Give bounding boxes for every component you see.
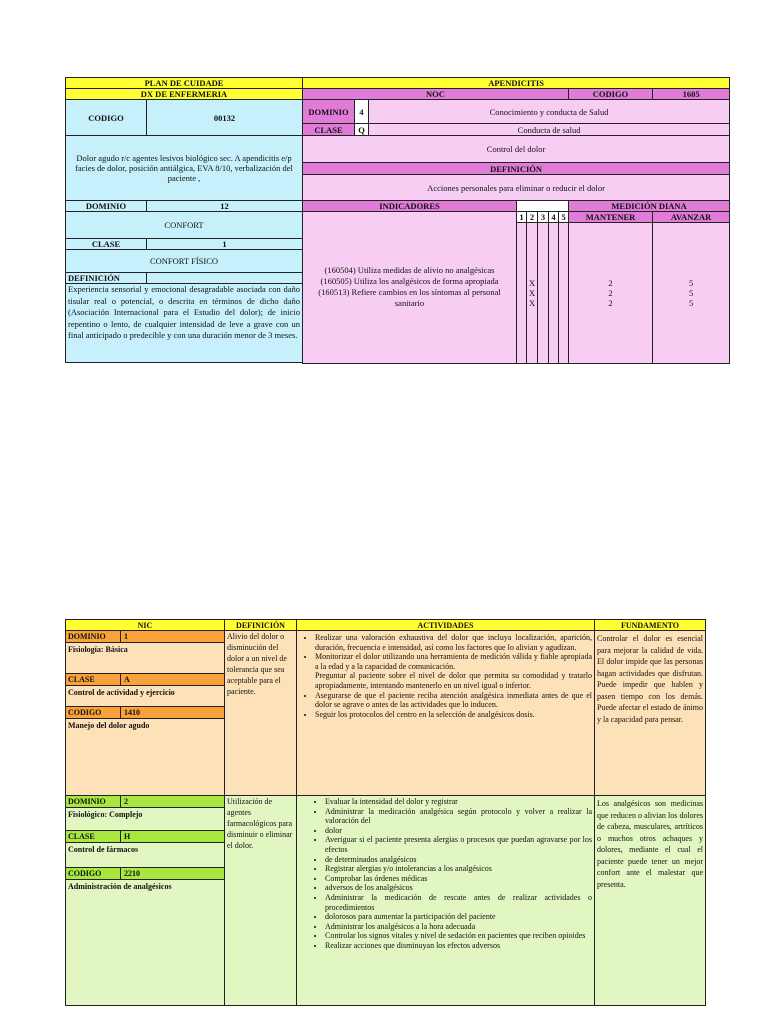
dx-clase-value: 1 bbox=[147, 239, 303, 250]
definicion-header: DEFINICIÓN bbox=[225, 620, 297, 631]
noc-definicion-text: Acciones personales para eliminar o reducir el dolor bbox=[303, 175, 730, 201]
nic-1-definicion: Alivio del dolor o disminución del dolor a un nivel de tolerancia que sea aceptable para el paciente. bbox=[225, 631, 297, 796]
scale-col-3 bbox=[538, 223, 549, 364]
scale-5: 5 bbox=[559, 212, 569, 223]
activity-item: • Registrar alergias y/o intolerancias a los analgésicos bbox=[325, 864, 592, 874]
activity-item: • Realizar acciones que disminuyan los efectos adversos bbox=[325, 941, 592, 951]
nic-2-codigo-name: Administración de analgésicos bbox=[68, 882, 172, 891]
nic-2-activities bbox=[297, 796, 595, 1006]
activity-item: • Asegurarse de que el paciente reciba atención analgésica inmediata antes de que el dolor se agrave o antes de las actividades que lo inducen. bbox=[315, 691, 592, 710]
scale-col-4 bbox=[549, 223, 559, 364]
nic-header: NIC bbox=[66, 620, 225, 631]
scale-col-5 bbox=[559, 223, 569, 364]
mantener-value: 2 bbox=[608, 277, 613, 288]
scale-4: 4 bbox=[549, 212, 559, 223]
noc-dominio-name: Conocimiento y conducta de Salud bbox=[369, 100, 730, 124]
activity-item: • Seguir los protocolos del centro en la selección de analgésicos dosis. bbox=[315, 710, 592, 720]
noc-codigo-label: CODIGO bbox=[569, 89, 653, 100]
nic-1-dominio-name: Fisiología: Básica bbox=[68, 645, 128, 654]
nic-2-dominio: DOMINIO 2 bbox=[66, 796, 224, 808]
noc-clase-name: Conducta de salud bbox=[369, 124, 730, 136]
noc-clase-label: CLASE bbox=[303, 124, 355, 136]
nic-1-info bbox=[66, 631, 225, 796]
activity-item: • Administrar la medicación analgésica según protocolo y volver a realizar la valoración del bbox=[325, 807, 592, 826]
activity-item: • de determinados analgésicos bbox=[325, 855, 592, 865]
activity-item: • Realizar una valoración exhaustiva del dolor que incluya localización, aparición, duración, frecuencia e intensidad, así como los factores que lo alivian y agudizan. bbox=[315, 633, 592, 652]
nic-1-codigo-name: Manejo del dolor agudo bbox=[68, 721, 150, 730]
avanzar-value: 5 bbox=[688, 297, 694, 308]
scale-2: 2 bbox=[527, 212, 538, 223]
nic-2-info bbox=[66, 796, 225, 1006]
scale-col-2 bbox=[527, 223, 538, 364]
nic-table bbox=[65, 619, 706, 1006]
scale-3: 3 bbox=[538, 212, 549, 223]
dx-definicion-label-pad bbox=[147, 273, 303, 284]
dx-dominio-name: CONFORT bbox=[66, 212, 303, 239]
dx-dominio-value: 12 bbox=[147, 201, 303, 212]
noc-result-name: Control del dolor bbox=[303, 136, 730, 163]
nic-2-clase-name: Control de fármacos bbox=[68, 845, 139, 854]
nic-2-clase: CLASE H bbox=[66, 830, 224, 843]
nic-1-dominio: DOMINIO 1 bbox=[66, 631, 224, 643]
noc-dominio-label: DOMINIO bbox=[303, 100, 355, 124]
nic-2-definicion: Utilización de agentes farmacológicos para disminuir o eliminar el dolor. bbox=[225, 796, 297, 1006]
diagnosis-text: Dolor agudo r/c agentes lesivos biológico sec. A apendicitis e/p facies de dolor, posición antiálgica, EVA 8/10, verbalización del paciente , bbox=[66, 136, 303, 201]
activity-item: • dolorosos para aumentar la participación del paciente bbox=[325, 912, 592, 922]
care-plan-table bbox=[65, 77, 730, 364]
activity-item: • Monitorizar el dolor utilizando una herramienta de medición válida y fiable apropiada a la edad y a la capacidad de comunicación. bbox=[315, 652, 592, 671]
nic-1-activities bbox=[297, 631, 595, 796]
activity-item: • Comprobar las órdenes médicas bbox=[325, 874, 592, 884]
scale-header-blank bbox=[517, 201, 569, 212]
avanzar-value: 5 bbox=[688, 277, 694, 288]
activity-item: Preguntar al paciente sobre el nivel de dolor que permita su comodidad y tratarlo apropiadamente, intentando mantenerlo en un nivel igual o inferior. bbox=[315, 671, 592, 690]
dx-definicion-label: DEFINICIÓN bbox=[66, 273, 147, 284]
avanzar-value: 5 bbox=[688, 287, 694, 298]
indicator-mark: X bbox=[529, 277, 536, 288]
activity-item: • Administrar los analgésicos a la hora adecuada bbox=[325, 922, 592, 932]
mantener-value: 2 bbox=[608, 297, 613, 308]
mantener-value: 2 bbox=[608, 287, 613, 298]
noc-codigo-value: 1605 bbox=[653, 89, 730, 100]
activity-item: • dolor bbox=[325, 826, 592, 836]
indicator-text: (160505) Utiliza los analgésicos de forma apropiada bbox=[320, 276, 499, 287]
dx-codigo-label: CODIGO bbox=[66, 100, 147, 136]
nic-1-codigo: CODIGO 1410 bbox=[66, 706, 224, 719]
indicator-text: (160513) Refiere cambios en los síntomas al personal sanitario bbox=[318, 287, 501, 309]
nic-1-clase-name: Control de actividad y ejercicio bbox=[68, 688, 175, 697]
avanzar-values bbox=[653, 223, 730, 364]
dx-dominio-label: DOMINIO bbox=[66, 201, 147, 212]
nic-2-dominio-name: Fisiológico: Complejo bbox=[68, 810, 143, 819]
dx-clase-name: CONFORT FÍSICO bbox=[66, 250, 303, 273]
activity-item: • Evaluar la intensidad del dolor y registrar bbox=[325, 797, 592, 807]
indicator-text: (160504) Utiliza medidas de alivio no analgésicas bbox=[324, 265, 495, 276]
activity-item: • adversos de los analgésicos bbox=[325, 883, 592, 893]
dx-definicion-text: Experiencia sensorial y emocional desagradable asociada con daño tisular real o potencial, o descrita en términos de dicho daño (Asociación Internacional para el Estudio del dolor); de inicio repentino o lento, de cualquier intensidad de leve a grave con un final anticipado o predecible y con una duración menor de 3 meses. bbox=[66, 284, 303, 363]
dx-clase-label: CLASE bbox=[66, 239, 147, 250]
spacer bbox=[66, 363, 303, 364]
mantener-values bbox=[569, 223, 653, 364]
indicator-mark: X bbox=[529, 297, 536, 308]
indicators-cell bbox=[303, 212, 517, 364]
case-title: APENDICITIS bbox=[303, 78, 730, 89]
medicion-label: MEDICIÓN DIANA bbox=[569, 201, 730, 212]
mantener-label: MANTENER bbox=[569, 212, 653, 223]
scale-col-1 bbox=[517, 223, 527, 364]
noc-label: NOC bbox=[303, 89, 569, 100]
actividades-header: ACTIVIDADES bbox=[297, 620, 595, 631]
nic-1-clase: CLASE A bbox=[66, 673, 224, 686]
activity-item: • Administrar la medicación de rescate antes de realizar actividades o procedimientos bbox=[325, 893, 592, 912]
nic-2-fundamento: Los analgésicos son medicinas que reducen o alivian los dolores de cabeza, musculares, artríticos o muchos otros achaques y dolores, mediante el cual el paciente puede tener un mejor confort ante el malestar que presenta. bbox=[595, 796, 706, 1006]
dx-codigo-value: 00132 bbox=[147, 100, 303, 136]
noc-dominio-value: 4 bbox=[355, 100, 369, 124]
activity-item: • Averiguar si el paciente presenta alergias o procesos que puedan agravarse por los efectos bbox=[325, 835, 592, 854]
indicator-mark: X bbox=[529, 287, 536, 298]
avanzar-label: AVANZAR bbox=[653, 212, 730, 223]
plan-title: PLAN DE CUIDADE bbox=[66, 78, 303, 89]
indicadores-label: INDICADORES bbox=[303, 201, 517, 212]
noc-definicion-label: DEFINICIÓN bbox=[303, 163, 730, 175]
nic-1-fundamento: Controlar el dolor es esencial para mejorar la calidad de vida. El dolor impide que las personas hagan actividades que disfrutan. Puede impedir que hablen y pasen tiempo con los demás. Puede afectar el estado de ánimo y la capacidad para pensar. bbox=[595, 631, 706, 796]
fundamento-header: FUNDAMENTO bbox=[595, 620, 706, 631]
dx-title: DX DE ENFERMERIA bbox=[66, 89, 303, 100]
nic-2-codigo: CODIGO 2210 bbox=[66, 867, 224, 880]
activity-item: • Controlar los signos vitales y nivel de sedación en pacientes que reciben opioides bbox=[325, 931, 592, 941]
scale-1: 1 bbox=[517, 212, 527, 223]
noc-clase-value: Q bbox=[355, 124, 369, 136]
